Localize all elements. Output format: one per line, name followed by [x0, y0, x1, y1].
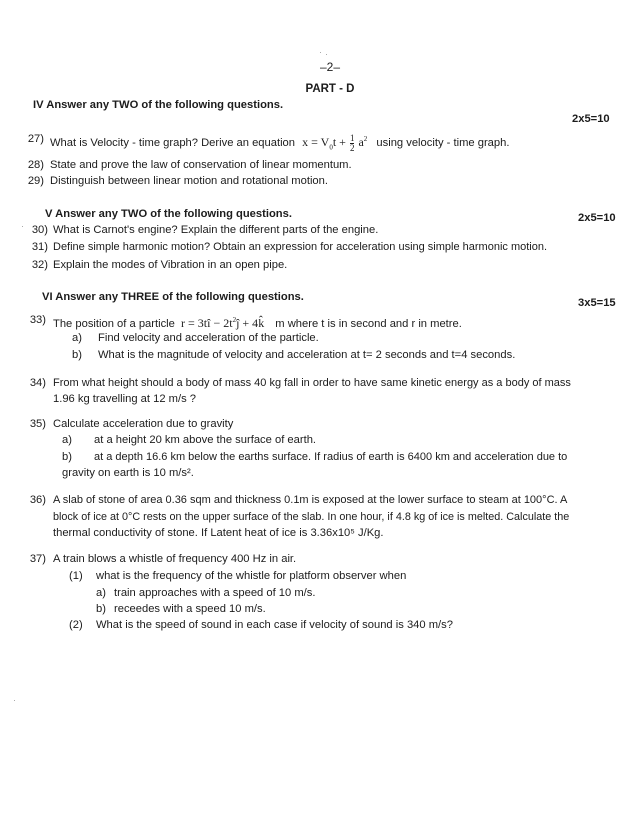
question-text: Distinguish between linear motion and rotational motion. [50, 175, 328, 187]
question-number: 35) [29, 418, 46, 430]
question-number: 33) [29, 314, 46, 326]
question-number: 30) [31, 224, 48, 236]
question-text: What is Carnot's engine? Explain the different parts of the engine. [53, 224, 379, 236]
part-text: What is the magnitude of velocity and acceleration at t= 2 seconds and t=4 seconds. [98, 349, 516, 361]
question-text: Calculate acceleration due to gravity [53, 418, 234, 430]
part-label: a) [62, 434, 72, 446]
part-label: a) [72, 332, 82, 344]
question-text-line: A slab of stone of area 0.36 sqm and thickness 0.1m is exposed at the lower surface to steam at 100°C. A [53, 494, 568, 506]
part-label: b) [96, 603, 106, 615]
scan-speck [320, 52, 321, 53]
scan-speck [326, 54, 327, 55]
section-vi-heading: VI Answer any THREE of the following questions. [42, 291, 304, 303]
question-text: State and prove the law of conservation of linear momentum. [50, 159, 352, 171]
question-number: 31) [31, 241, 48, 253]
question-number: 32) [31, 259, 48, 271]
question-text: A train blows a whistle of frequency 400 Hz in air. [53, 553, 297, 565]
scan-speck [14, 700, 15, 701]
question-text-before: What is Velocity - time graph? Derive an equation [50, 137, 296, 149]
part-text: train approaches with a speed of 10 m/s. [114, 587, 316, 599]
question-text-before: The position of a particle [53, 318, 175, 330]
part-text: Find velocity and acceleration of the particle. [98, 332, 319, 344]
section-iv-heading: IV Answer any TWO of the following questions. [33, 99, 284, 111]
part-label: b) [62, 451, 72, 463]
scan-speck [22, 226, 23, 227]
question-text-after: m where t is in second and r in metre. [275, 318, 462, 330]
part-continuation: gravity on earth is 10 m/s². [62, 467, 194, 479]
question-text-line: thermal conductivity of stone. If Latent heat of ice is 3.36x10⁵ J/Kg. [53, 527, 384, 539]
question-number: 34) [29, 377, 46, 389]
section-iv-marks: 2x5=10 [572, 113, 610, 125]
sub-text: What is the speed of sound in each case if velocity of sound is 340 m/s? [96, 619, 453, 631]
part-title: PART - D [305, 83, 355, 95]
sub-label: (2) [69, 619, 83, 631]
section-v-heading: V Answer any TWO of the following questions. [45, 208, 292, 220]
question-number: 36) [29, 494, 46, 506]
question-number: 28) [27, 159, 44, 171]
question-text [53, 313, 462, 331]
section-v-marks: 2x5=10 [578, 212, 616, 224]
equation-displacement: $x = V_0t$ + $\frac{1}{2}$ $a^2$ [302, 132, 368, 153]
part-label: b) [72, 349, 82, 361]
sub-label: (1) [69, 570, 83, 582]
question-text-after: using velocity - time graph. [376, 137, 510, 149]
sub-text: what is the frequency of the whistle for platform observer when [96, 570, 407, 582]
section-vi-marks: 3x5=15 [578, 297, 616, 309]
question-number: 29) [27, 175, 44, 187]
question-text: Explain the modes of Vibration in an open pipe. [53, 259, 288, 271]
equation-position-vector: r = 3tî − $2t^2ĵ$ + 4k̂ [181, 316, 265, 330]
part-label: a) [96, 587, 106, 599]
question-text: Define simple harmonic motion? Obtain an expression for acceleration using simple harmonic motion. [53, 241, 548, 253]
question-number: 37) [29, 553, 46, 565]
page-number: –2– [319, 60, 341, 74]
part-text: at a height 20 km above the surface of earth. [94, 434, 317, 446]
question-text-line: From what height should a body of mass 40 kg fall in order to have same kinetic energy as a body of mass [53, 377, 571, 389]
question-text-line: block of ice at 0°C rests on the upper surface of the slab. In one hour, if 4.8 kg of ice is melted. Calculate the [53, 511, 570, 523]
part-text: at a depth 16.6 km below the earths surface. If radius of earth is 6400 km and acceleration due to [94, 451, 568, 463]
question-text-line: 1.96 kg travelling at 12 m/s ? [53, 393, 197, 405]
question-number: 27) [27, 133, 44, 145]
part-text: receedes with a speed 10 m/s. [114, 603, 266, 615]
question-text [50, 132, 509, 154]
